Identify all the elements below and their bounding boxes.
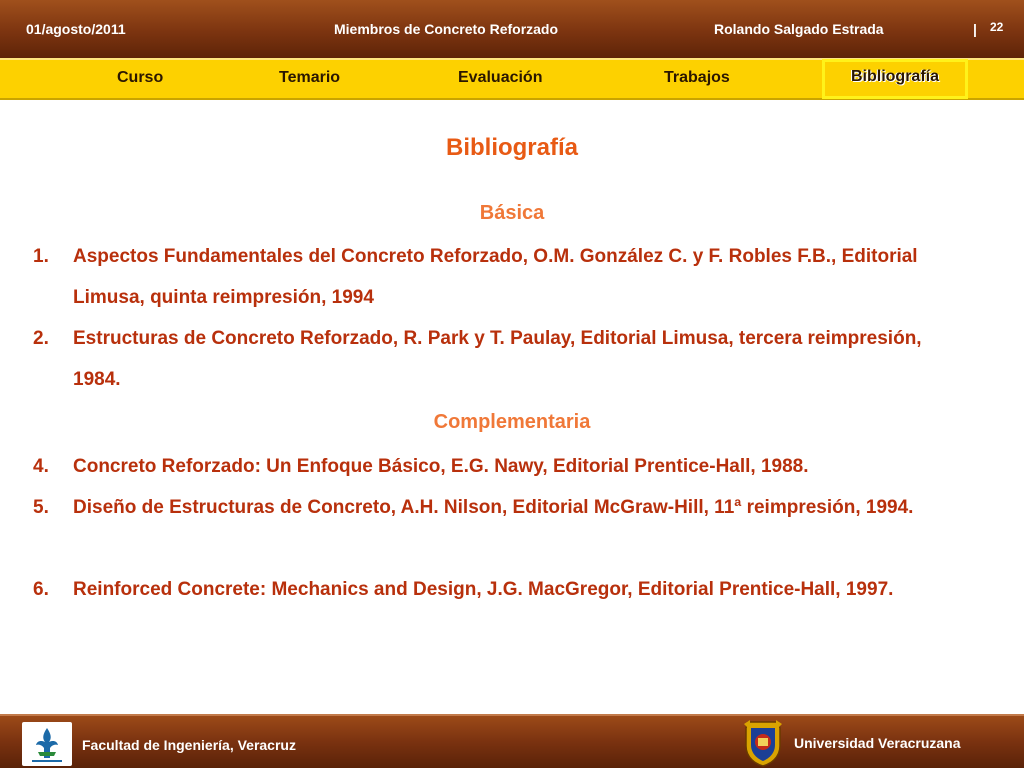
faculty-shield-logo-icon [740, 718, 786, 768]
footer-faculty-name: Facultad de Ingeniería, Veracruz [82, 737, 296, 753]
entry-text: Concreto Reforzado: Un Enfoque Básico, E.G. Nawy, Editorial Prentice-Hall, 1988. [73, 456, 809, 477]
section-heading-basica: Básica [479, 202, 545, 224]
footer-university-name: Universidad Veracruzana [794, 735, 961, 751]
uv-flame-logo-icon [22, 722, 72, 766]
page-title: Bibliografía [445, 134, 578, 161]
entry-number: 5. [33, 497, 49, 518]
slide-header [0, 0, 1024, 58]
header-separator: | [973, 21, 977, 37]
header-author: Rolando Salgado Estrada [714, 21, 884, 37]
faculty-shield-logo-icon [740, 718, 786, 768]
header-date: 01/agosto/2011 [26, 21, 126, 37]
entry-text: Aspectos Fundamentales del Concreto Reforzado, O.M. González C. y F. Robles F.B., Editorial Limusa, quinta reimpresión, 1994 [73, 246, 918, 308]
entry-number: 1. [33, 246, 49, 267]
slide-footer [0, 714, 1024, 768]
entry-text: Estructuras de Concreto Reforzado, R. Park y T. Paulay, Editorial Limusa, tercera reimpresión, 1984. [73, 328, 922, 390]
nav-item-temario[interactable]: Temario [279, 69, 341, 86]
entry-text: Diseño de Estructuras de Concreto, A.H. Nilson, Editorial McGraw-Hill, 11ª reimpresión, 1994. [73, 497, 914, 518]
uv-flame-logo-icon [22, 722, 72, 766]
nav-item-curso[interactable]: Curso [117, 69, 164, 86]
nav-item-bibliografia[interactable]: Bibliografía [822, 59, 968, 99]
header-course-title: Miembros de Concreto Reforzado [334, 21, 559, 37]
nav-item-trabajos[interactable]: Trabajos [664, 69, 730, 86]
nav-bar [0, 58, 1024, 100]
entry-number: 6. [33, 579, 49, 600]
section-heading-complementaria: Complementaria [433, 411, 591, 433]
nav-item-evaluacion[interactable]: Evaluación [458, 69, 543, 86]
entry-number: 4. [33, 456, 49, 477]
entry-number: 2. [33, 328, 49, 349]
page-number: 22 [990, 20, 1004, 34]
entry-text: Reinforced Concrete: Mechanics and Design, J.G. MacGregor, Editorial Prentice-Hall, 1997. [73, 579, 894, 600]
